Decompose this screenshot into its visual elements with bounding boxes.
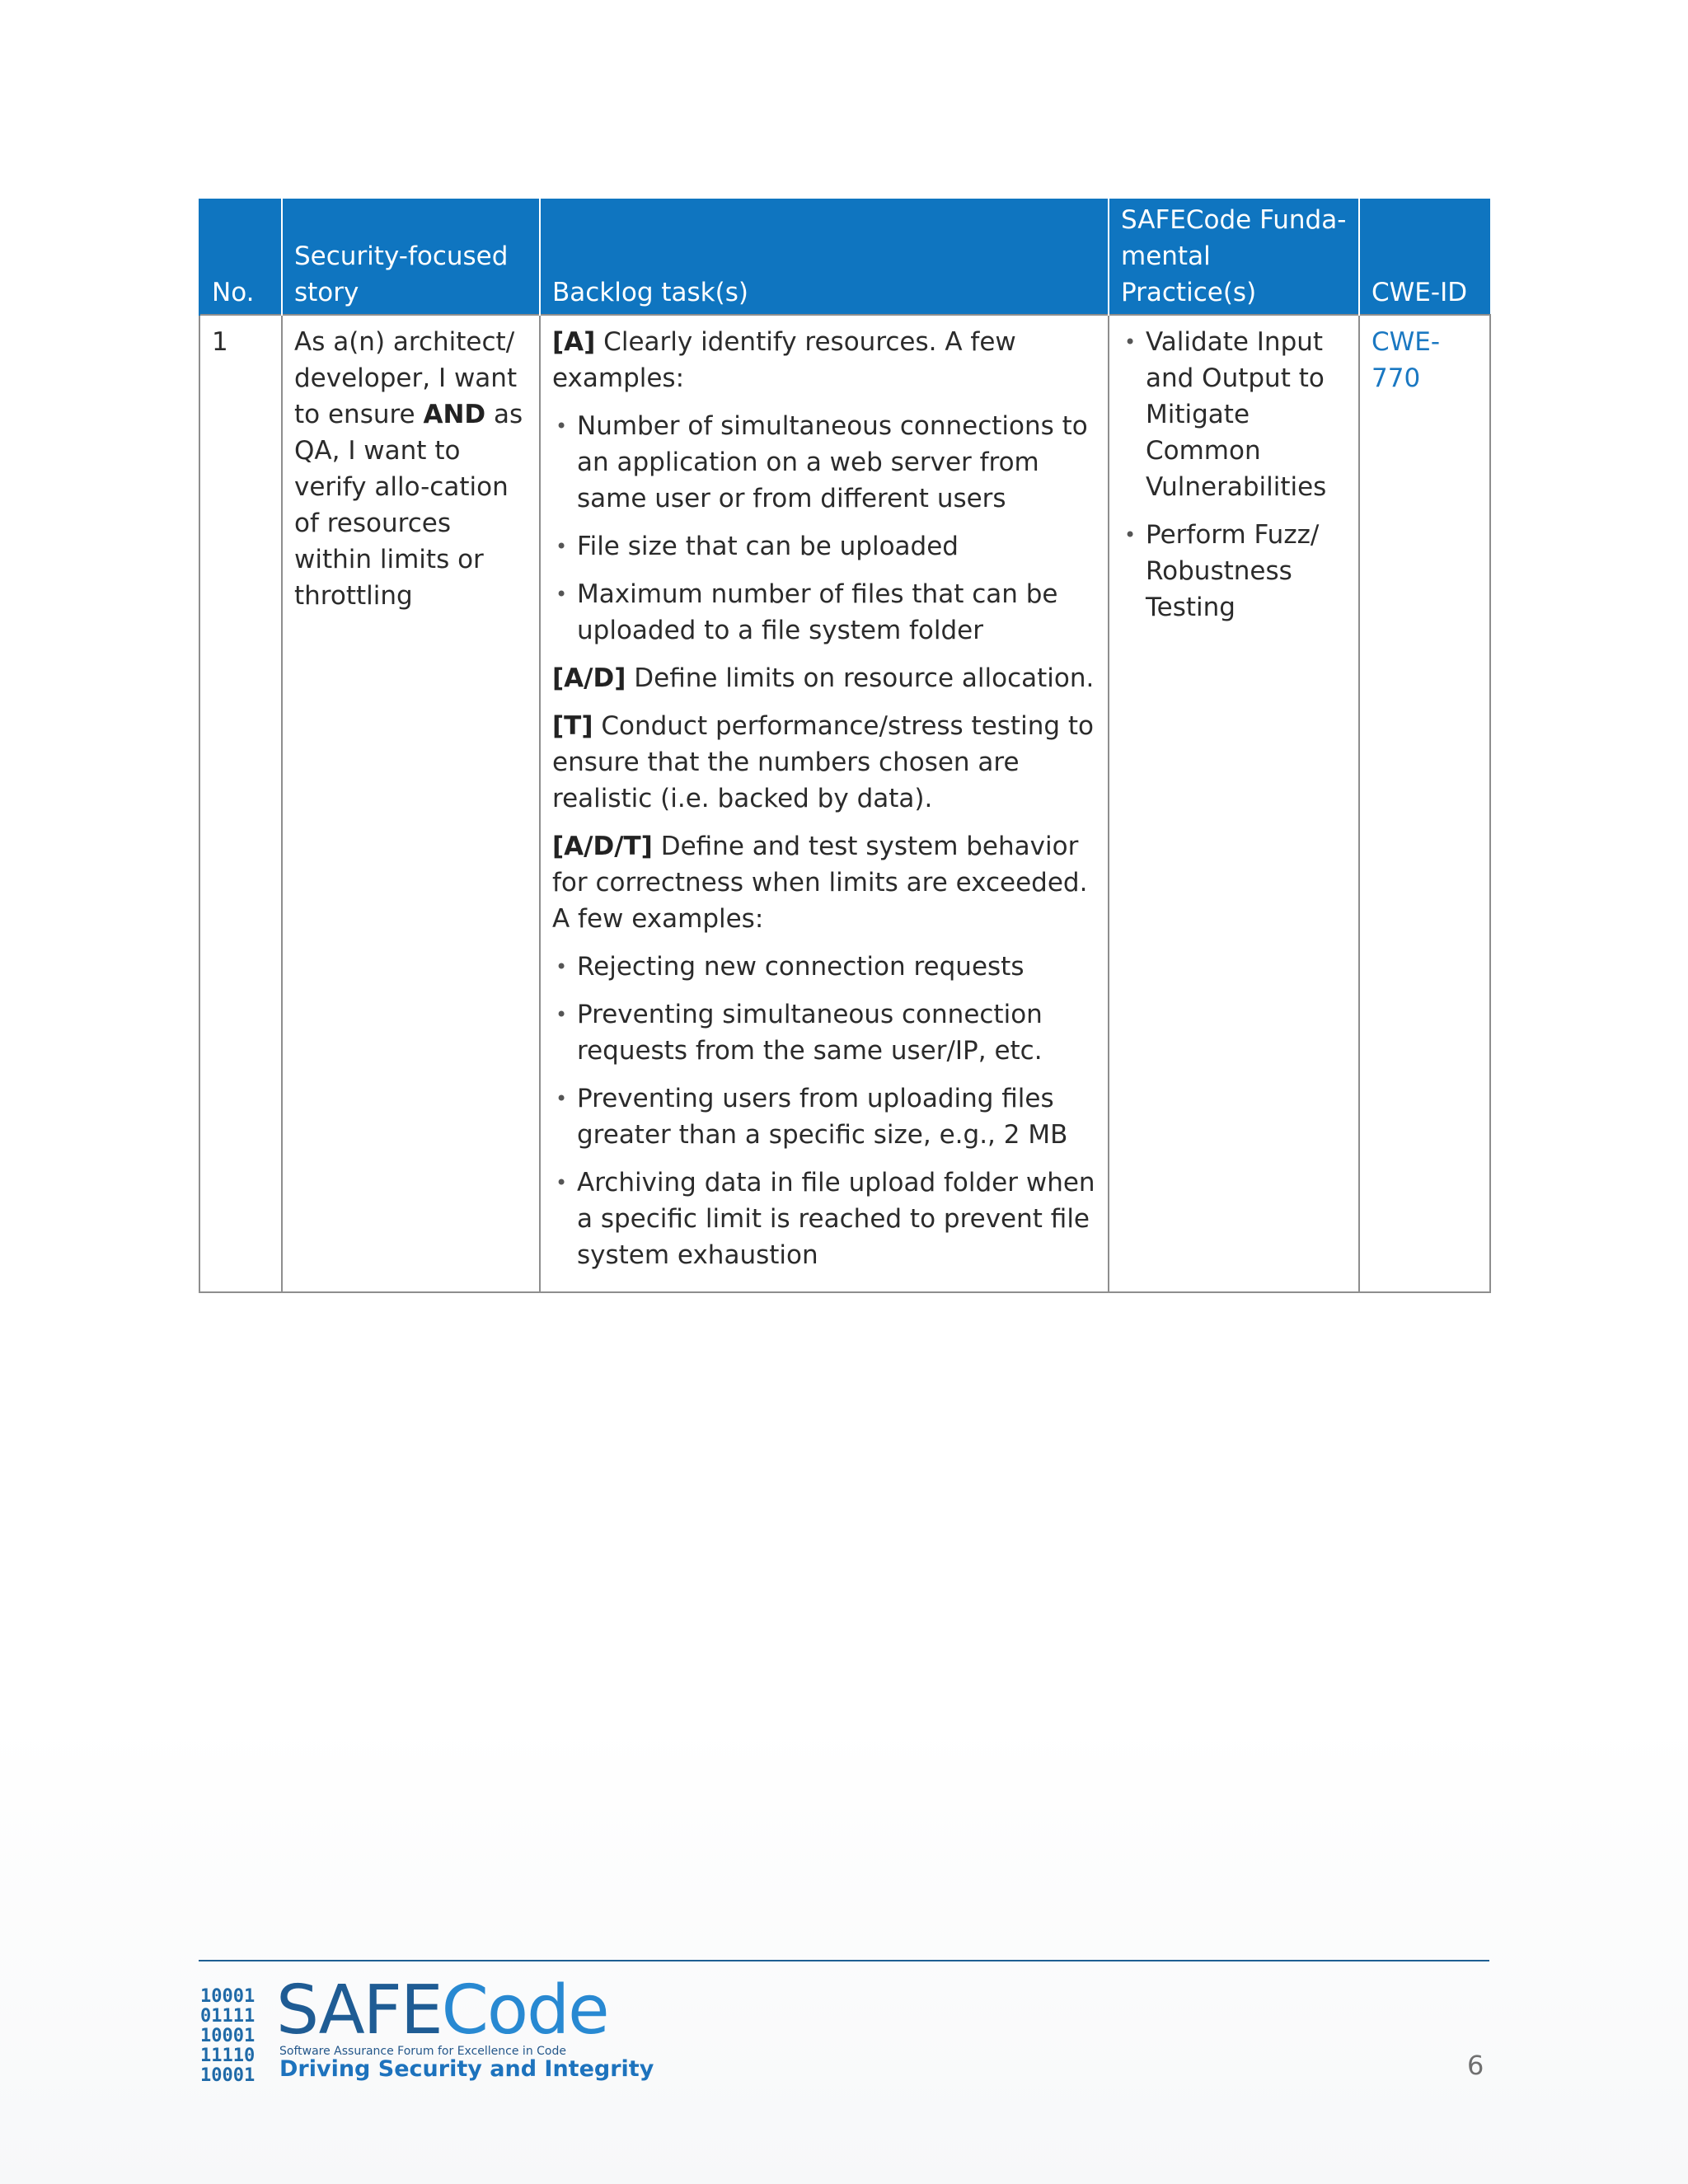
list-item [552, 576, 1096, 649]
bullet-icon: • [556, 415, 568, 438]
story-text-end: as QA, I want to verify allo-cation of resources within limits or throttling [294, 400, 523, 611]
list-item [1121, 324, 1347, 505]
list-item [552, 408, 1096, 517]
logo-tagline: Driving Security and Integrity [279, 2056, 654, 2082]
task-tester [552, 708, 1096, 817]
practices-cell [1109, 315, 1359, 1292]
header-cwe-id: CWE-ID [1359, 199, 1490, 315]
binary-row: 10001 [200, 1986, 256, 2007]
logo-safe: SAFE [276, 1971, 442, 2050]
binary-row: 11110 [200, 2046, 256, 2066]
header-backlog-tasks: Backlog task(s) [540, 199, 1109, 315]
resource-examples-list [552, 408, 1096, 649]
cwe-link[interactable]: CWE-770 [1372, 327, 1441, 393]
logo-wordmark [276, 1971, 608, 2050]
header-fundamental-practices: SAFECode Funda-mental Practice(s) [1109, 199, 1359, 315]
list-item-text: Maximum number of files that can be uploaded to a file system folder [577, 579, 1058, 645]
list-item [1121, 517, 1347, 626]
bullet-icon: • [556, 583, 568, 606]
task-architect [552, 324, 1096, 396]
practices-list [1121, 324, 1347, 626]
task-text-t: Conduct performance/stress testing to ensure that the numbers chosen are realistic (i.e. backed by data). [552, 711, 1094, 813]
header-security-story: Security-focused story [282, 199, 540, 315]
story-cell [282, 315, 540, 1292]
list-item [552, 996, 1096, 1069]
bullet-icon: • [556, 535, 568, 558]
bullet-icon: • [556, 1171, 568, 1194]
task-text-ad: Define limits on resource allocation. [626, 663, 1095, 693]
list-item-text: Preventing simultaneous connection requests from the same user/IP, etc. [577, 1000, 1043, 1066]
page-background-shade [0, 1722, 1688, 2184]
cwe-cell [1359, 315, 1490, 1292]
list-item-text: Archiving data in file upload folder when a specific limit is reached to prevent file system exhaustion [577, 1168, 1095, 1270]
list-item [552, 1080, 1096, 1153]
logo-code: Code [441, 1971, 608, 2050]
task-text-adt: Define and test system behavior for correctness when limits are exceeded. A few examples: [552, 832, 1088, 934]
bullet-icon: • [1124, 330, 1137, 354]
task-tag-adt: [A/D/T] [552, 832, 653, 861]
bullet-icon: • [556, 1003, 568, 1026]
list-item-text: Preventing users from uploading files greater than a specific size, e.g., 2 MB [577, 1084, 1068, 1150]
logo-subtitle: Software Assurance Forum for Excellence in Code [279, 2045, 566, 2058]
list-item-text: Perform Fuzz/ Robustness Testing [1146, 520, 1320, 622]
bullet-icon: • [1124, 523, 1137, 546]
task-tag-a: [A] [552, 327, 596, 357]
list-item-text: Validate Input and Output to Mitigate Common Vulnerabilities [1146, 327, 1327, 502]
list-item-text: Number of simultaneous connections to an application on a web server from same user or from different users [577, 411, 1088, 513]
page-number: 6 [1467, 2050, 1484, 2081]
backlog-tasks-cell [540, 315, 1109, 1292]
row-number: 1 [199, 315, 282, 1292]
task-text-a: Clearly identify resources. A few examples: [552, 327, 1016, 393]
bullet-icon: • [556, 1087, 568, 1110]
list-item [552, 1165, 1096, 1273]
header-no: No. [199, 199, 282, 315]
story-text-start: As a(n) architect/ developer, I want to ensure [294, 327, 518, 429]
safecode-logo [200, 1971, 654, 2086]
list-item [552, 528, 1096, 565]
task-architect-developer-tester [552, 828, 1096, 937]
table-row [199, 315, 1490, 1292]
footer-divider [199, 1960, 1489, 1961]
security-stories-table [199, 199, 1491, 1293]
list-item-text: File size that can be uploaded [577, 532, 959, 561]
binary-row: 10001 [200, 2026, 256, 2046]
story-bold-and: AND [423, 400, 486, 429]
bullet-icon: • [556, 955, 568, 978]
binary-digits-mark [200, 1987, 274, 2086]
task-tag-ad: [A/D] [552, 663, 626, 693]
list-item [552, 949, 1096, 985]
limit-behavior-examples-list [552, 949, 1096, 1273]
task-architect-developer [552, 660, 1096, 696]
binary-row: 01111 [200, 2006, 256, 2027]
task-tag-t: [T] [552, 711, 593, 741]
table-header-row [199, 199, 1490, 315]
binary-row: 10001 [200, 2065, 256, 2086]
list-item-text: Rejecting new connection requests [577, 952, 1025, 982]
